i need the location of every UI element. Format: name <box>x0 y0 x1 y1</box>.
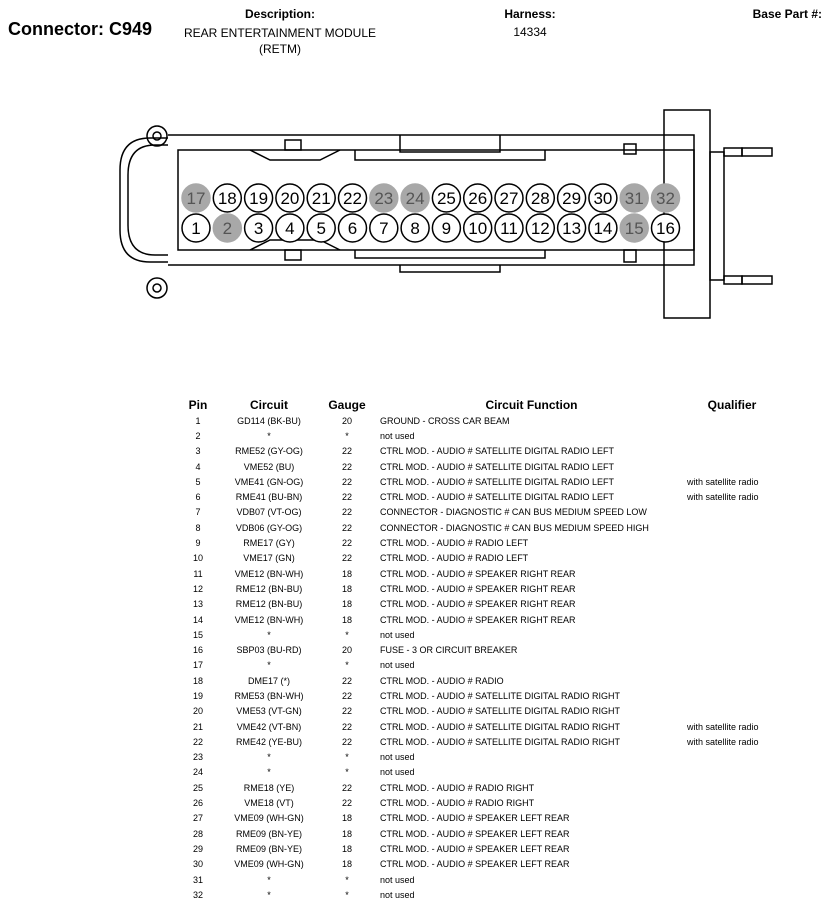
harness-label: Harness: <box>504 7 556 21</box>
circuit-cell: VME42 (VT-BN) <box>236 721 302 732</box>
pin-32-label: 32 <box>656 189 675 208</box>
header-gauge: Gauge <box>328 398 366 412</box>
pin-cell: 11 <box>193 568 203 579</box>
function-cell: not used <box>380 889 415 900</box>
function-cell: not used <box>380 660 415 671</box>
pin-cell: 31 <box>192 874 203 885</box>
qualifier-cell <box>683 413 777 428</box>
circuit-cell: RME09 (BN-YE) <box>235 828 302 839</box>
description-label: Description: <box>244 7 315 21</box>
table-row <box>180 658 777 673</box>
pin-cell: 10 <box>192 553 203 564</box>
gauge-cell: 22 <box>341 690 352 701</box>
table-row <box>180 642 777 657</box>
circuit-cell: RME12 (BN-BU) <box>235 599 303 610</box>
table-row <box>180 841 777 856</box>
pin-grid <box>182 184 680 242</box>
function-cell: CTRL MOD. - AUDIO # SATELLITE DIGITAL RADIO LEFT <box>380 461 615 472</box>
pin-cell: 27 <box>192 813 203 824</box>
function-cell: not used <box>380 874 415 885</box>
pinout-table <box>180 397 777 903</box>
circuit-cell: VDB07 (VT-OG) <box>236 507 302 518</box>
qualifier-cell <box>683 688 777 703</box>
pin-12-label: 12 <box>530 219 550 238</box>
qualifier-cell <box>683 841 777 856</box>
circuit-cell: * <box>267 767 271 778</box>
pin-11-label: 11 <box>500 219 518 238</box>
base-part-label: Base Part #: <box>752 7 822 21</box>
qualifier-cell <box>683 428 777 443</box>
circuit-cell: VME09 (WH-GN) <box>234 813 304 824</box>
gauge-cell: 22 <box>341 798 352 809</box>
pin-cell: 18 <box>192 675 203 686</box>
pin-5-label: 5 <box>316 219 326 238</box>
table-row <box>180 489 777 504</box>
pin-22-label: 22 <box>343 189 362 208</box>
circuit-cell: RME18 (YE) <box>243 782 295 793</box>
pin-15-label: 15 <box>624 219 644 238</box>
gauge-cell: 18 <box>341 568 352 579</box>
circuit-cell: VME52 (BU) <box>243 461 295 472</box>
gauge-cell: * <box>345 767 349 778</box>
gauge-cell: * <box>345 430 349 441</box>
circuit-cell: * <box>267 430 271 441</box>
qualifier-cell: with satellite radio <box>687 476 759 487</box>
qualifier-cell <box>683 795 777 810</box>
qualifier-cell <box>683 444 777 459</box>
table-row <box>180 551 777 566</box>
circuit-cell: RME12 (BN-BU) <box>235 583 303 594</box>
qualifier-cell <box>683 704 777 719</box>
gauge-cell: 22 <box>341 553 352 564</box>
table-row <box>180 734 777 749</box>
circuit-cell: VME12 (BN-WH) <box>234 614 304 625</box>
qualifier-cell <box>683 597 777 612</box>
function-cell: CTRL MOD. - AUDIO # RADIO LEFT <box>380 538 529 549</box>
table-row <box>180 780 777 795</box>
circuit-cell: RME17 (GY) <box>243 538 295 549</box>
table-row <box>180 719 777 734</box>
gauge-cell: 22 <box>341 721 352 732</box>
qualifier-cell <box>683 765 777 780</box>
pin-cell: 25 <box>192 782 203 793</box>
pin-cell: 22 <box>192 736 203 747</box>
gauge-cell: 22 <box>341 492 352 503</box>
table-row <box>180 459 777 474</box>
gauge-cell: 22 <box>341 782 352 793</box>
description-line-1: REAR ENTERTAINMENT MODULE <box>183 26 377 40</box>
pin-cell: 23 <box>192 752 203 763</box>
table-row <box>180 612 777 627</box>
circuit-cell: * <box>267 889 271 900</box>
table-row <box>180 597 777 612</box>
function-cell: CTRL MOD. - AUDIO # SATELLITE DIGITAL RADIO RIGHT <box>380 736 621 747</box>
qualifier-cell: with satellite radio <box>687 736 759 747</box>
pin-2-label: 2 <box>222 219 233 238</box>
pin-cell: 4 <box>195 461 201 472</box>
table-row <box>180 750 777 765</box>
circuit-cell: VDB06 (GY-OG) <box>235 522 303 533</box>
circuit-cell: RME53 (BN-WH) <box>234 690 304 701</box>
gauge-cell: 18 <box>341 828 352 839</box>
qualifier-cell <box>683 826 777 841</box>
table-row <box>180 535 777 550</box>
table-row <box>180 673 777 688</box>
function-cell: CTRL MOD. - AUDIO # SPEAKER LEFT REAR <box>380 813 570 824</box>
pin-cell: 13 <box>192 599 203 610</box>
table-row <box>180 857 777 872</box>
gauge-cell: * <box>345 889 349 900</box>
pin-16-label: 16 <box>656 219 675 238</box>
function-cell: CTRL MOD. - AUDIO # SATELLITE DIGITAL RADIO LEFT <box>380 492 615 503</box>
gauge-cell: 22 <box>341 446 352 457</box>
gauge-cell: * <box>345 660 349 671</box>
pin-10-label: 10 <box>468 219 488 238</box>
gauge-cell: 20 <box>341 415 352 426</box>
pin-6-label: 6 <box>347 219 358 238</box>
circuit-cell: GD114 (BK-BU) <box>237 415 301 426</box>
circuit-cell: RME52 (GY-OG) <box>235 446 303 457</box>
table-row <box>180 704 777 719</box>
circuit-cell: * <box>267 874 271 885</box>
pin-29-label: 29 <box>562 189 582 208</box>
pin-4-label: 4 <box>285 219 295 238</box>
pin-23-label: 23 <box>374 189 394 208</box>
pin-cell: 12 <box>192 583 203 594</box>
qualifier-cell <box>683 780 777 795</box>
function-cell: CONNECTOR - DIAGNOSTIC # CAN BUS MEDIUM SPEED HIGH <box>380 522 649 533</box>
function-cell: CTRL MOD. - AUDIO # SPEAKER RIGHT REAR <box>380 614 576 625</box>
gauge-cell: 22 <box>341 476 352 487</box>
gauge-cell: 22 <box>341 736 352 747</box>
pin-9-label: 9 <box>441 219 452 238</box>
qualifier-cell <box>683 566 777 581</box>
pin-cell: 8 <box>195 522 201 533</box>
table-row <box>180 444 777 459</box>
function-cell: CTRL MOD. - AUDIO # SPEAKER LEFT REAR <box>380 843 570 854</box>
function-cell: not used <box>380 430 415 441</box>
function-cell: CTRL MOD. - AUDIO # SATELLITE DIGITAL RADIO LEFT <box>380 446 615 457</box>
pin-cell: 7 <box>195 507 201 518</box>
gauge-cell: * <box>345 629 349 640</box>
circuit-cell: SBP03 (BU-RD) <box>236 645 302 656</box>
table-row <box>180 520 777 535</box>
pin-7-label: 7 <box>379 219 389 238</box>
pin-cell: 15 <box>192 629 203 640</box>
pin-cell: 29 <box>192 843 203 854</box>
table-row <box>180 826 777 841</box>
gauge-cell: 18 <box>341 599 352 610</box>
pin-cell: 1 <box>195 415 201 426</box>
gauge-cell: 18 <box>341 813 352 824</box>
gauge-cell: * <box>345 874 349 885</box>
header-qualifier: Qualifier <box>707 398 757 412</box>
circuit-cell: * <box>267 660 271 671</box>
gauge-cell: 22 <box>341 675 352 686</box>
pin-cell: 26 <box>192 798 203 809</box>
pin-cell: 32 <box>192 889 203 900</box>
qualifier-cell <box>683 581 777 596</box>
pin-cell: 24 <box>192 767 203 778</box>
table-row <box>180 765 777 780</box>
gauge-cell: 20 <box>341 645 352 656</box>
pin-3-label: 3 <box>253 219 264 238</box>
circuit-cell: * <box>267 752 271 763</box>
qualifier-cell <box>683 505 777 520</box>
connector-diagram <box>0 90 827 330</box>
pin-26-label: 26 <box>468 189 488 208</box>
pin-17-label: 17 <box>186 189 206 208</box>
qualifier-cell <box>683 459 777 474</box>
qualifier-cell <box>683 658 777 673</box>
function-cell: CTRL MOD. - AUDIO # RADIO RIGHT <box>380 798 535 809</box>
gauge-cell: * <box>345 752 349 763</box>
gauge-cell: 22 <box>341 522 352 533</box>
table-row <box>180 413 777 428</box>
header-function: Circuit Function <box>485 398 578 412</box>
qualifier-cell <box>683 673 777 688</box>
description-line-2: (RETM) <box>259 42 301 56</box>
gauge-cell: 22 <box>341 706 352 717</box>
function-cell: CTRL MOD. - AUDIO # RADIO RIGHT <box>380 782 535 793</box>
header-pin: Pin <box>188 398 208 412</box>
qualifier-cell: with satellite radio <box>687 492 759 503</box>
connector-title: Connector: C949 <box>8 19 153 39</box>
gauge-cell: 18 <box>341 614 352 625</box>
pin-cell: 20 <box>192 706 203 717</box>
table-header-row <box>180 397 777 413</box>
table-row <box>180 811 777 826</box>
function-cell: CTRL MOD. - AUDIO # SATELLITE DIGITAL RADIO RIGHT <box>380 690 621 701</box>
pin-cell: 6 <box>195 492 201 503</box>
qualifier-cell <box>683 520 777 535</box>
table-row <box>180 566 777 581</box>
pin-25-label: 25 <box>436 189 456 208</box>
circuit-cell: VME53 (VT-GN) <box>236 706 302 717</box>
pin-cell: 19 <box>192 690 203 701</box>
function-cell: not used <box>380 752 415 763</box>
qualifier-cell <box>683 887 777 902</box>
function-cell: not used <box>380 629 415 640</box>
table-row <box>180 627 777 642</box>
table-row <box>180 688 777 703</box>
function-cell: CTRL MOD. - AUDIO # SATELLITE DIGITAL RADIO RIGHT <box>380 706 621 717</box>
description-value <box>160 25 400 57</box>
pin-1-label: 1 <box>191 219 201 238</box>
pin-cell: 5 <box>195 476 201 487</box>
function-cell: CTRL MOD. - AUDIO # RADIO <box>380 675 504 686</box>
qualifier-cell <box>683 872 777 887</box>
gauge-cell: 22 <box>341 507 352 518</box>
function-cell: GROUND - CROSS CAR BEAM <box>380 415 510 426</box>
gauge-cell: 18 <box>341 843 352 854</box>
circuit-cell: VME41 (GN-OG) <box>234 476 304 487</box>
gauge-cell: 18 <box>341 583 352 594</box>
qualifier-cell <box>683 642 777 657</box>
table-row <box>180 474 777 489</box>
qualifier-cell <box>683 811 777 826</box>
function-cell: CTRL MOD. - AUDIO # SPEAKER RIGHT REAR <box>380 568 576 579</box>
circuit-cell: RME09 (BN-YE) <box>235 843 302 854</box>
function-cell: CONNECTOR - DIAGNOSTIC # CAN BUS MEDIUM SPEED LOW <box>380 507 647 518</box>
function-cell: CTRL MOD. - AUDIO # SPEAKER LEFT REAR <box>380 828 570 839</box>
circuit-cell: DME17 (*) <box>247 675 290 686</box>
circuit-cell: * <box>267 629 271 640</box>
pin-cell: 30 <box>192 859 203 870</box>
table-row <box>180 505 777 520</box>
pin-14-label: 14 <box>593 219 613 238</box>
function-cell: not used <box>380 767 415 778</box>
function-cell: CTRL MOD. - AUDIO # SPEAKER RIGHT REAR <box>380 599 576 610</box>
pin-cell: 14 <box>192 614 203 625</box>
function-cell: CTRL MOD. - AUDIO # SATELLITE DIGITAL RADIO LEFT <box>380 476 615 487</box>
pin-19-label: 19 <box>249 189 269 208</box>
circuit-cell: VME17 (GN) <box>243 553 295 564</box>
gauge-cell: 22 <box>341 461 352 472</box>
qualifier-cell <box>683 551 777 566</box>
qualifier-cell <box>683 750 777 765</box>
pin-30-label: 30 <box>593 189 613 208</box>
circuit-cell: RME41 (BU-BN) <box>235 492 303 503</box>
pin-cell: 28 <box>192 828 203 839</box>
table-row <box>180 795 777 810</box>
qualifier-cell <box>683 612 777 627</box>
pin-8-label: 8 <box>410 219 420 238</box>
pin-13-label: 13 <box>562 219 582 238</box>
pin-cell: 21 <box>192 721 203 732</box>
table-row <box>180 887 777 902</box>
function-cell: CTRL MOD. - AUDIO # SPEAKER LEFT REAR <box>380 859 570 870</box>
header-circuit: Circuit <box>249 398 288 412</box>
pin-cell: 2 <box>195 430 201 441</box>
pin-cell: 17 <box>192 660 203 671</box>
table-row <box>180 872 777 887</box>
pin-18-label: 18 <box>217 189 237 208</box>
table-row <box>180 581 777 596</box>
pin-27-label: 27 <box>499 189 519 208</box>
circuit-cell: VME09 (WH-GN) <box>234 859 304 870</box>
pin-31-label: 31 <box>624 189 644 208</box>
pin-cell: 16 <box>192 645 203 656</box>
qualifier-cell <box>683 857 777 872</box>
function-cell: CTRL MOD. - AUDIO # SPEAKER RIGHT REAR <box>380 583 576 594</box>
pin-21-label: 21 <box>311 189 331 208</box>
function-cell: CTRL MOD. - AUDIO # RADIO LEFT <box>380 553 529 564</box>
qualifier-cell <box>683 535 777 550</box>
harness-value: 14334 <box>513 25 547 39</box>
pin-cell: 9 <box>195 538 201 549</box>
pin-cell: 3 <box>195 446 201 457</box>
table-row <box>180 428 777 443</box>
function-cell: FUSE - 3 OR CIRCUIT BREAKER <box>380 645 518 656</box>
qualifier-cell: with satellite radio <box>687 721 759 732</box>
circuit-cell: VME12 (BN-WH) <box>234 568 304 579</box>
circuit-cell: RME42 (YE-BU) <box>235 736 302 747</box>
pin-20-label: 20 <box>280 189 300 208</box>
pin-24-label: 24 <box>405 189 425 208</box>
gauge-cell: 18 <box>341 859 352 870</box>
qualifier-cell <box>683 627 777 642</box>
function-cell: CTRL MOD. - AUDIO # SATELLITE DIGITAL RADIO RIGHT <box>380 721 621 732</box>
table-body <box>180 413 777 903</box>
pin-28-label: 28 <box>530 189 550 208</box>
circuit-cell: VME18 (VT) <box>244 798 294 809</box>
gauge-cell: 22 <box>341 538 352 549</box>
